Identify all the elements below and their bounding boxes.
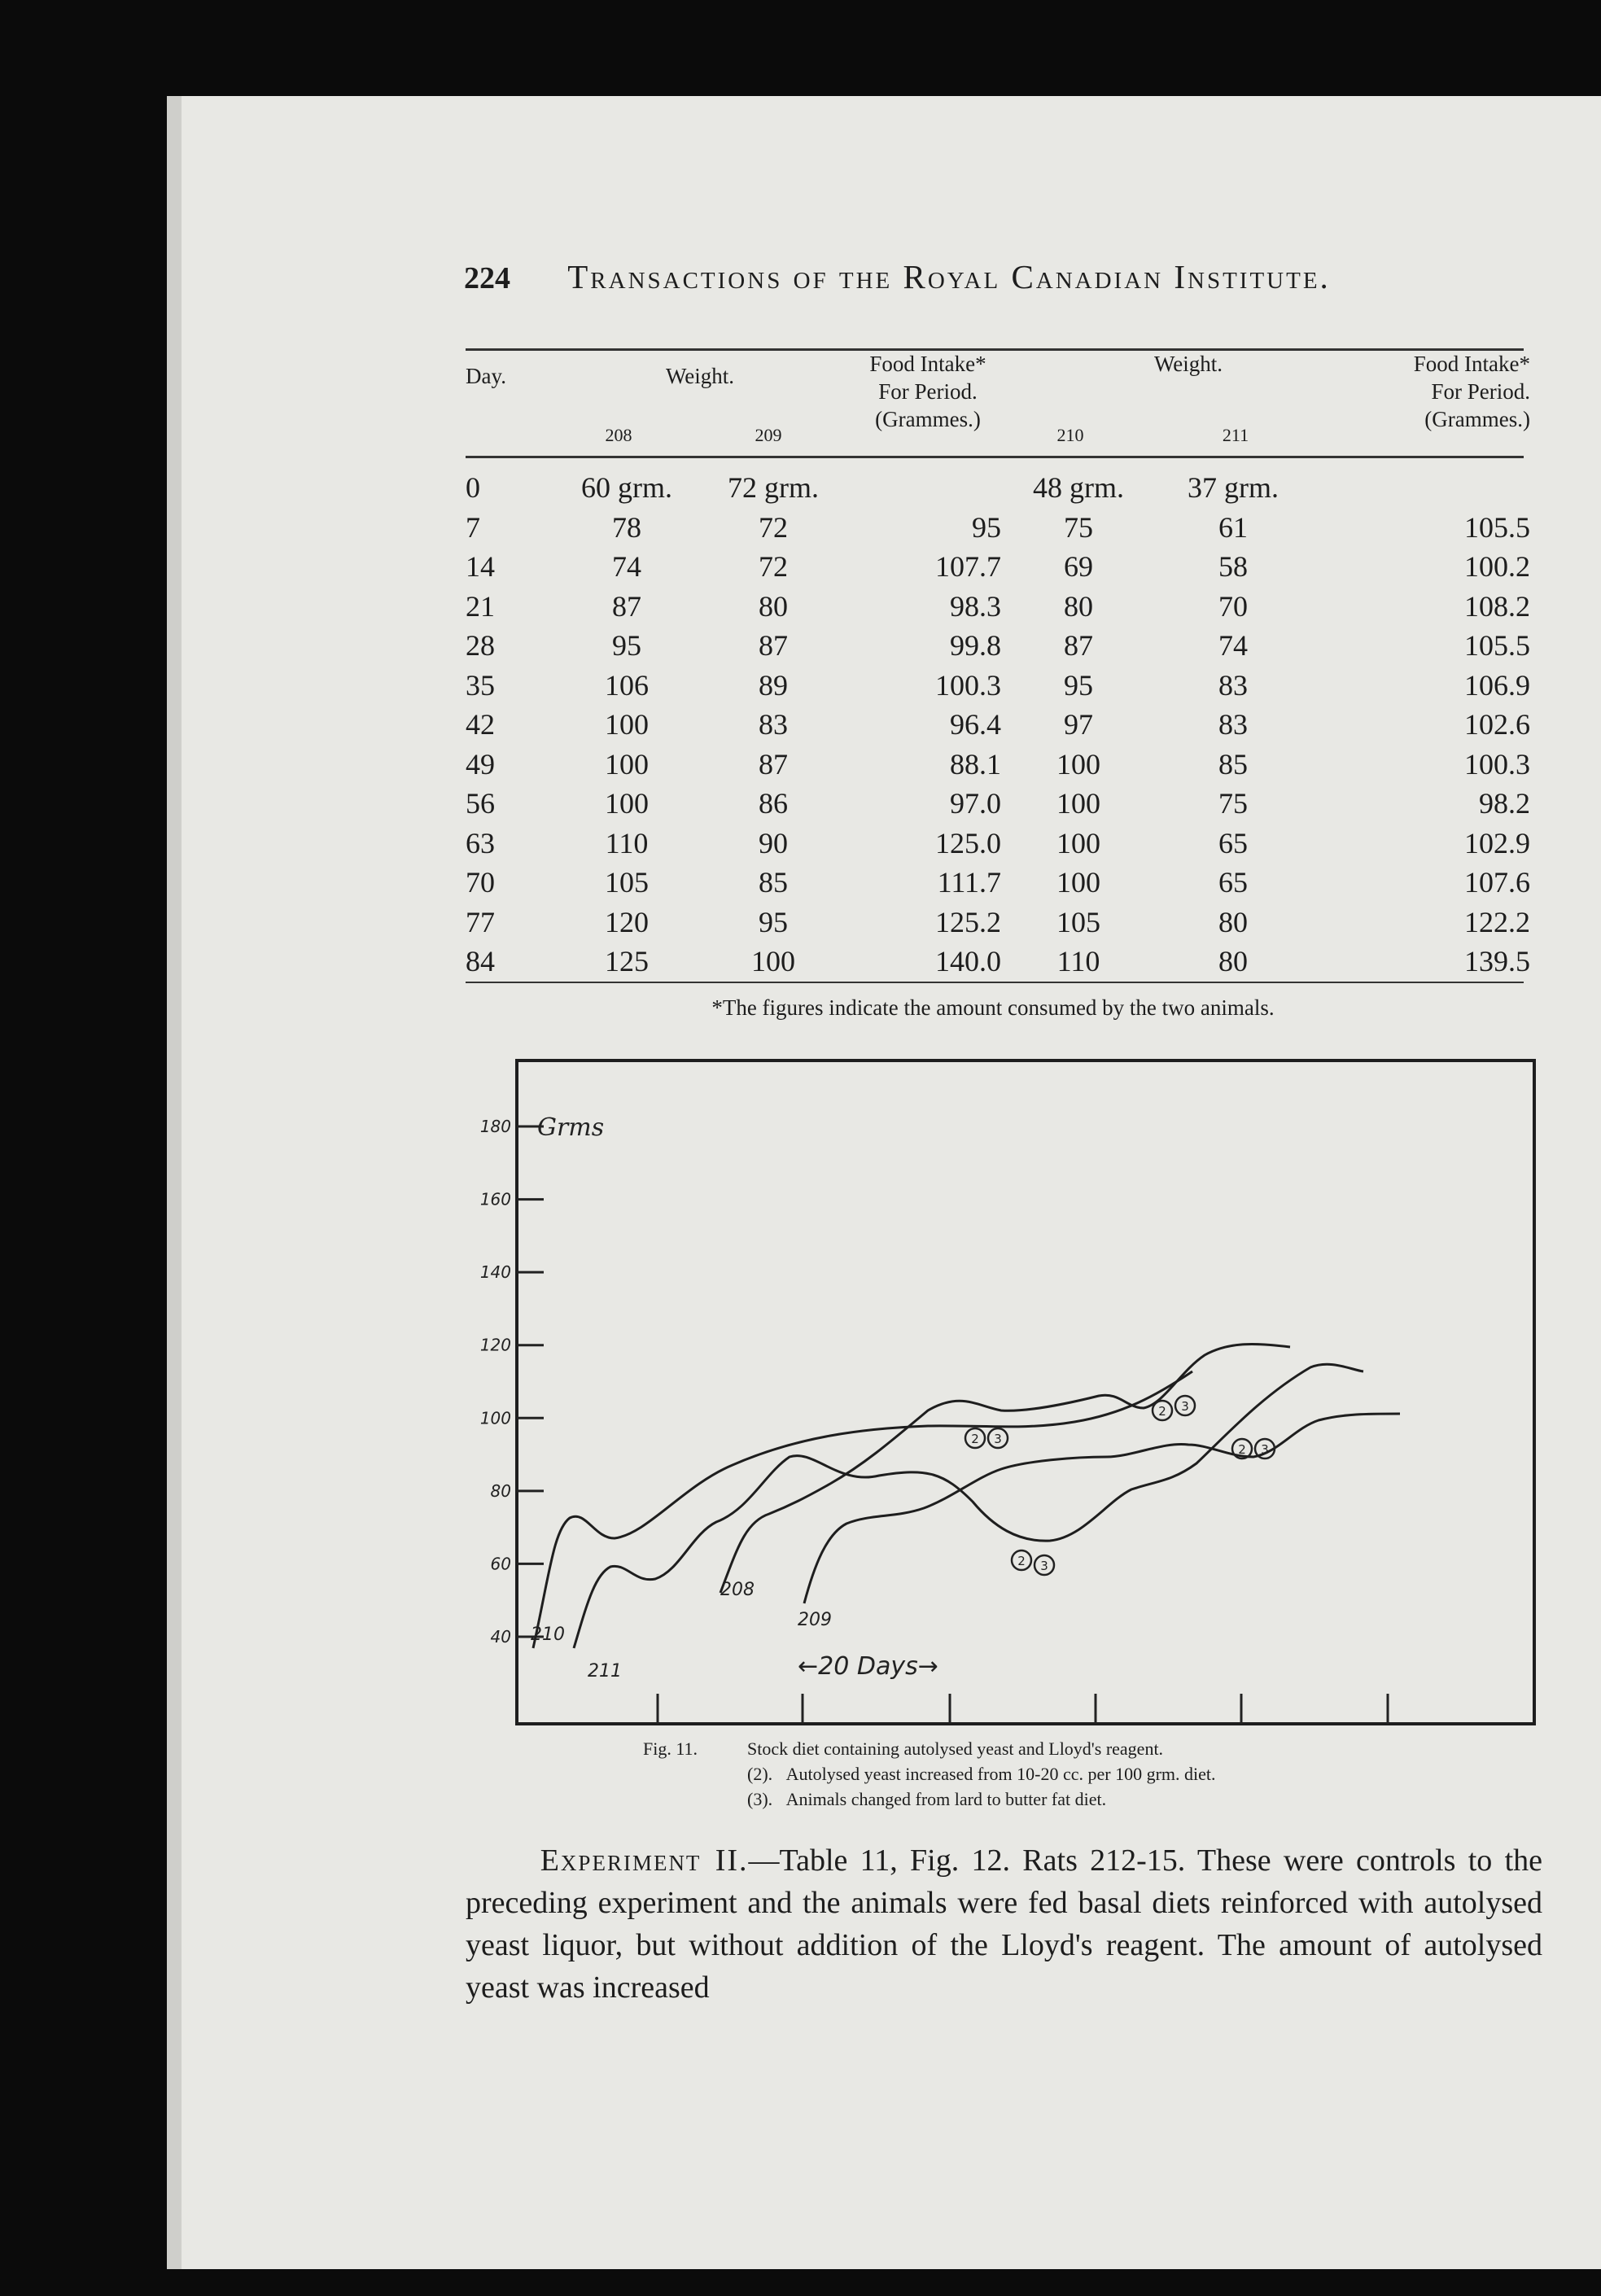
table-cell: 78 <box>612 510 641 544</box>
caption-line-1: Stock diet containing autolysed yeast and Lloyd's reagent. <box>747 1738 1164 1759</box>
table-cell: 85 <box>1218 747 1248 781</box>
svg-text:209: 209 <box>798 1610 832 1630</box>
y-axis-ticks <box>480 1117 544 1647</box>
table-cell: 87 <box>1064 629 1093 662</box>
table-cell: 28 <box>466 629 495 662</box>
table-cell: 102.6 <box>1464 708 1530 741</box>
curve-rat-210 <box>533 1371 1192 1648</box>
table-cell: 125.0 <box>935 826 1001 859</box>
y-tick-label: 160 <box>479 1189 511 1209</box>
table-cell: 72 <box>759 510 788 544</box>
experiment-heading: Experiment II. <box>540 1843 749 1878</box>
table-cell: 98.3 <box>950 589 1001 623</box>
table-cell: 80 <box>1218 945 1248 977</box>
table-cell: 100 <box>605 787 649 820</box>
interval-label: ←20 Days→ <box>798 1652 938 1681</box>
table-cell: 107.6 <box>1464 866 1530 899</box>
table-cell: 98.2 <box>1479 787 1530 820</box>
table-cell: 111.7 <box>937 866 1001 899</box>
table-cell: 87 <box>759 629 788 662</box>
rat-211-label: 211 <box>1222 425 1249 445</box>
table-cell: 110 <box>605 826 649 859</box>
series-labels <box>531 1580 832 1682</box>
table-cell: 100 <box>1056 866 1100 899</box>
caption-line-3: Animals changed from lard to butter fat diet. <box>785 1789 1107 1809</box>
table-cell: 77 <box>466 905 495 938</box>
table-cell: 87 <box>612 589 641 623</box>
header-day: Day. <box>466 364 506 388</box>
table-cell: 90 <box>759 826 788 859</box>
table-cell: 120 <box>605 905 649 938</box>
table-cell: 89 <box>759 668 788 702</box>
header-weight-1: Weight. <box>665 364 735 388</box>
table-cell: 58 <box>1218 550 1248 583</box>
svg-text:3: 3 <box>1040 1559 1048 1573</box>
header-weight-2: Weight. <box>1153 352 1223 376</box>
rat-210-label: 210 <box>1056 425 1084 445</box>
table-cell: 106 <box>605 668 649 702</box>
curve-rat-211 <box>574 1364 1363 1648</box>
svg-text:3: 3 <box>1261 1442 1269 1457</box>
x-axis-ticks <box>658 1694 1388 1724</box>
table-cell: 100 <box>605 747 649 781</box>
table-cell: 87 <box>759 747 788 781</box>
table-cell: 84 <box>466 945 495 977</box>
event-markers <box>965 1396 1275 1575</box>
svg-text:2: 2 <box>1238 1442 1246 1457</box>
table-cell: 100 <box>1056 787 1100 820</box>
figure-caption: Fig. 11. Stock diet containing autolysed yeast and Lloyd's reagent. (2). Autolysed yeast increased from 10-20 cc. per 100 grm. diet. (3). Animals changed from lard to butter fat diet. <box>643 1736 1538 1812</box>
y-tick-label: 180 <box>479 1117 511 1136</box>
table-cell: 72 <box>759 550 788 583</box>
table-cell: 125.2 <box>935 905 1001 938</box>
table-cell: 83 <box>1218 708 1248 741</box>
table-cell: 61 <box>1218 510 1248 544</box>
table-cell: 70 <box>1218 589 1248 623</box>
table-cell: 110 <box>1056 945 1100 977</box>
table-cell: 140.0 <box>935 945 1001 977</box>
table-cell: 122.2 <box>1464 905 1530 938</box>
table-cell: 85 <box>759 866 788 899</box>
table-header-rule <box>466 456 1524 458</box>
table-cell: 97 <box>1064 708 1093 741</box>
table-cell: 21 <box>466 589 495 623</box>
table-cell: 48 grm. <box>1033 471 1124 504</box>
table-cell: 74 <box>612 550 641 583</box>
table-cell: 70 <box>466 866 495 899</box>
rat-209-label: 209 <box>755 425 782 445</box>
table-cell: 108.2 <box>1464 589 1530 623</box>
svg-text:2: 2 <box>971 1432 979 1446</box>
table-cell: 125 <box>605 945 649 977</box>
table-cell: 86 <box>759 787 788 820</box>
svg-text:210: 210 <box>531 1625 565 1645</box>
svg-text:2: 2 <box>1017 1554 1026 1568</box>
table-cell: 105.5 <box>1464 629 1530 662</box>
table-cell: 97.0 <box>950 787 1001 820</box>
table-cell: 75 <box>1064 510 1093 544</box>
table-cell: 14 <box>466 550 495 583</box>
table-cell: 75 <box>1218 787 1248 820</box>
page-number: 224 <box>464 261 510 295</box>
svg-text:208: 208 <box>720 1580 755 1600</box>
table-cell: 105 <box>605 866 649 899</box>
table-cell: 69 <box>1064 550 1093 583</box>
table-cell: 80 <box>1064 589 1093 623</box>
table-cell: 95 <box>612 629 641 662</box>
curve-rat-209 <box>804 1414 1400 1603</box>
table-footnote: *The figures indicate the amount consumed by the two animals. <box>711 995 1275 1020</box>
header-food-intake-2: Food Intake* For Period. (Grammes.) <box>1413 352 1530 431</box>
running-head <box>464 257 1522 296</box>
table-cell: 63 <box>466 826 495 859</box>
y-tick-label: 140 <box>479 1262 511 1283</box>
table-cell: 100 <box>1056 826 1100 859</box>
table-cell: 100.2 <box>1464 550 1530 583</box>
table-cell: 80 <box>759 589 788 623</box>
svg-text:3: 3 <box>1181 1399 1189 1414</box>
body-text: —Table 11, Fig. 12. Rats 212-15. These were controls to the preceding experiment and the animals were fed basal diets reinforced with autolysed yeast liquor, but without addition of the Lloyd's reagent. The amount of autolysed yeast was increased <box>466 1843 1543 2005</box>
table-cell: 105.5 <box>1464 510 1530 544</box>
table-cell: 107.7 <box>935 550 1001 583</box>
table-cell: 99.8 <box>950 629 1001 662</box>
y-unit-label: Grms <box>537 1113 605 1142</box>
table-cell: 49 <box>466 747 495 781</box>
table-cell: 83 <box>759 708 788 741</box>
table-cell: 80 <box>1218 905 1248 938</box>
header-food-intake-1: Food Intake* For Period. (Grammes.) <box>869 352 986 431</box>
svg-text:2: 2 <box>1158 1404 1166 1419</box>
table-cell: 100.3 <box>935 668 1001 702</box>
table-cell: 65 <box>1218 826 1248 859</box>
y-tick-label: 60 <box>490 1554 511 1574</box>
svg-text:3: 3 <box>994 1432 1002 1446</box>
table-cell: 105 <box>1056 905 1100 938</box>
table-cell: 0 <box>466 471 480 504</box>
svg-text:211: 211 <box>588 1661 622 1682</box>
y-tick-label: 120 <box>479 1335 511 1355</box>
y-tick-label: 80 <box>490 1480 511 1501</box>
table-cell: 37 grm. <box>1188 471 1279 504</box>
table-cell: 95 <box>1064 668 1093 702</box>
table-cell: 102.9 <box>1464 826 1530 859</box>
table-cell: 72 grm. <box>728 471 819 504</box>
table-cell: 96.4 <box>950 708 1001 741</box>
growth-curve-figure <box>456 1046 1546 1730</box>
caption-fig-label: Fig. 11. <box>643 1738 698 1759</box>
figure-frame <box>517 1061 1534 1724</box>
table-cell: 100.3 <box>1464 747 1530 781</box>
page-edge-shadow <box>167 96 182 2269</box>
rat-208-label: 208 <box>605 425 632 445</box>
table-cell: 88.1 <box>950 747 1001 781</box>
table-cell: 35 <box>466 668 495 702</box>
table-cell: 7 <box>466 510 480 544</box>
table-cell: 65 <box>1218 866 1248 899</box>
table-cell: 60 grm. <box>581 471 672 504</box>
caption-line-2: Autolysed yeast increased from 10-20 cc. per 100 grm. diet. <box>785 1764 1216 1784</box>
table-cell: 83 <box>1218 668 1248 702</box>
table-cell: 139.5 <box>1464 945 1530 977</box>
table-cell: 106.9 <box>1464 668 1530 702</box>
table-cell: 100 <box>605 708 649 741</box>
y-tick-label: 40 <box>490 1627 511 1647</box>
y-tick-label: 100 <box>479 1408 511 1428</box>
table-cell: 56 <box>466 787 495 820</box>
table-bottom-rule <box>466 982 1524 983</box>
table-cell: 100 <box>751 945 795 977</box>
table-cell: 74 <box>1218 629 1248 662</box>
table-cell: 95 <box>972 510 1001 544</box>
body-paragraph <box>466 1839 1542 2009</box>
table-cell: 95 <box>759 905 788 938</box>
journal-title: Transactions of the Royal Canadian Institute. <box>567 258 1331 295</box>
table-cell: 42 <box>466 708 495 741</box>
table-cell: 100 <box>1056 747 1100 781</box>
